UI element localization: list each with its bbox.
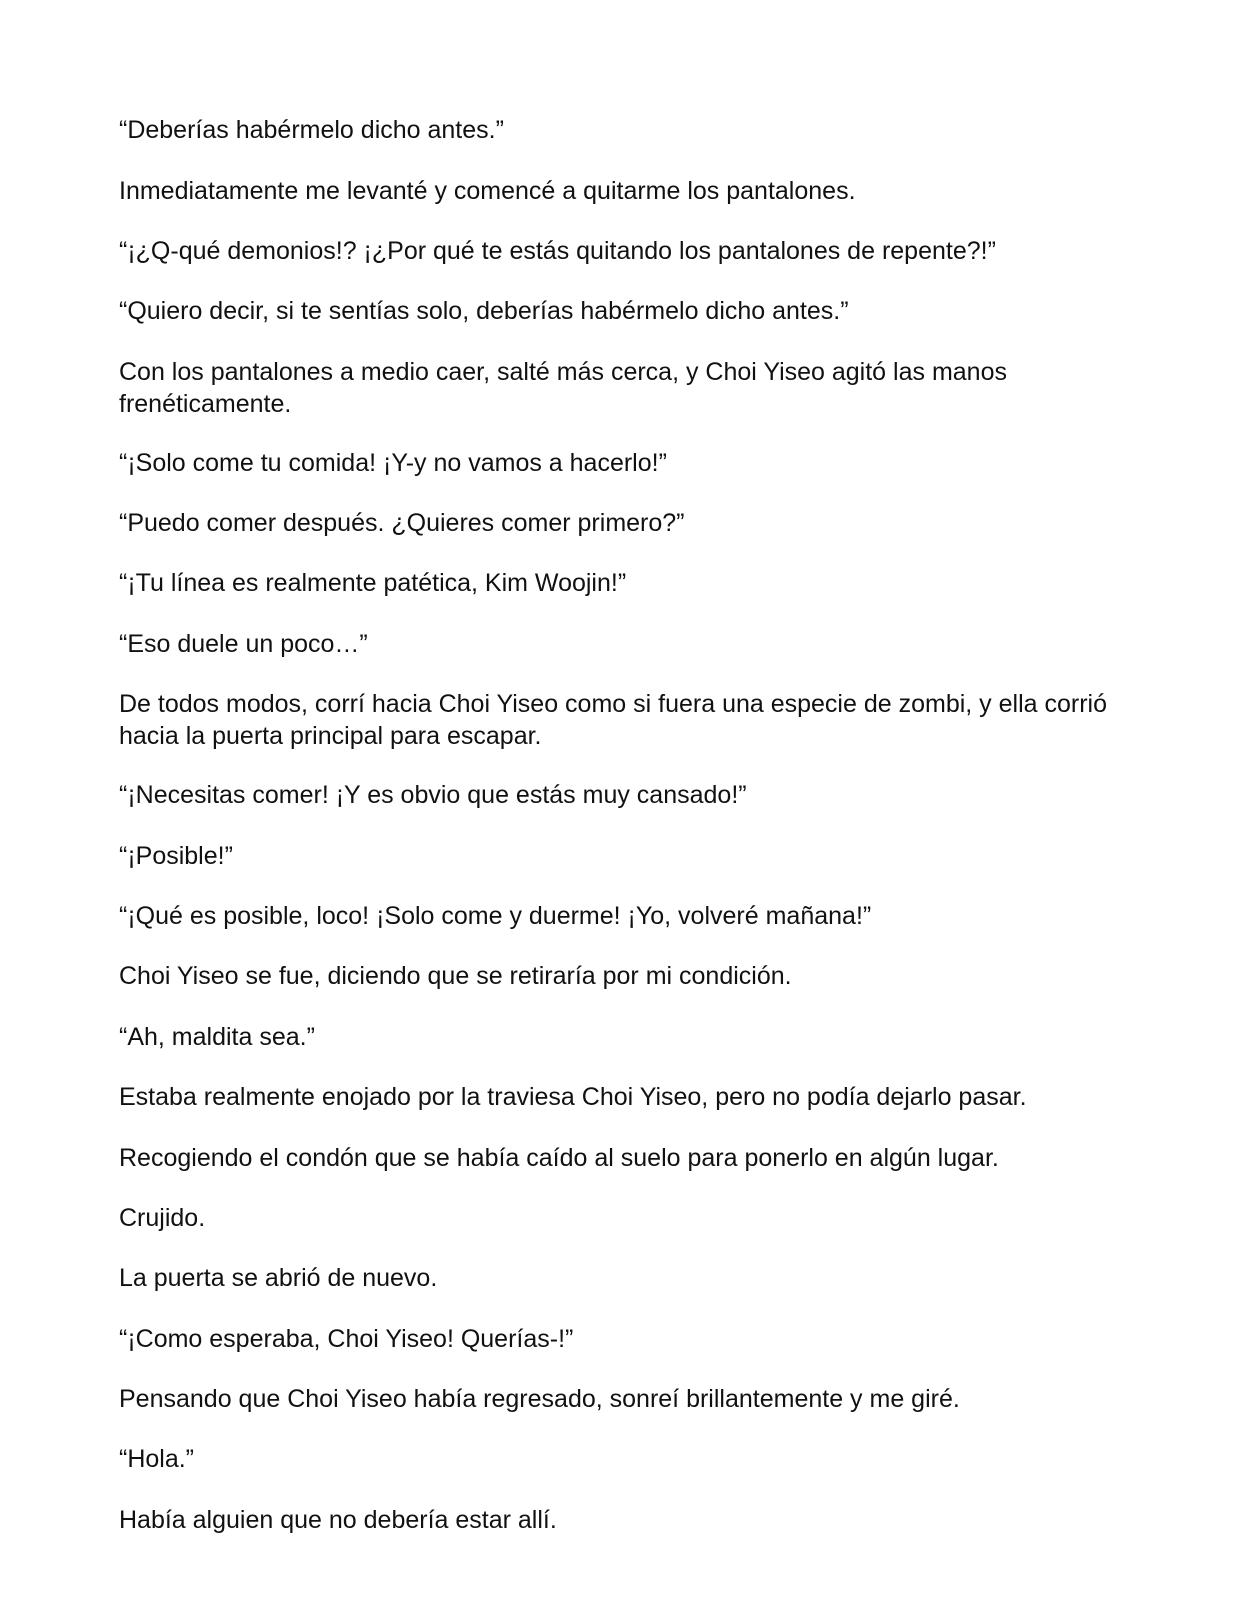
paragraph: Crujido. xyxy=(119,1204,206,1232)
paragraph: “Deberías habérmelo dicho antes.” xyxy=(119,116,504,144)
paragraph: “Puedo comer después. ¿Quieres comer primero?” xyxy=(119,509,685,537)
paragraph: “¡Posible!” xyxy=(119,842,233,870)
paragraph: Con los pantalones a medio caer, salté más cerca, y Choi Yiseo agitó las manos frenéticamente. xyxy=(119,358,1007,418)
paragraph: De todos modos, corrí hacia Choi Yiseo como si fuera una especie de zombi, y ella corrió hacia la puerta principal para escapar. xyxy=(119,690,1107,750)
paragraph: “¡Solo come tu comida! ¡Y-y no vamos a hacerlo!” xyxy=(119,449,667,477)
paragraph: Inmediatamente me levanté y comencé a quitarme los pantalones. xyxy=(119,177,856,205)
paragraph: “Quiero decir, si te sentías solo, deberías habérmelo dicho antes.” xyxy=(119,297,849,325)
paragraph: Había alguien que no debería estar allí. xyxy=(119,1506,557,1534)
paragraph: “Hola.” xyxy=(119,1445,195,1473)
paragraph: “¡Necesitas comer! ¡Y es obvio que estás muy cansado!” xyxy=(119,781,747,809)
paragraph: “Eso duele un poco…” xyxy=(119,630,368,658)
paragraph: Estaba realmente enojado por la traviesa Choi Yiseo, pero no podía dejarlo pasar. xyxy=(119,1083,1027,1111)
paragraph: La puerta se abrió de nuevo. xyxy=(119,1264,438,1292)
paragraph: “¡Qué es posible, loco! ¡Solo come y duerme! ¡Yo, volveré mañana!” xyxy=(119,902,872,930)
paragraph: Choi Yiseo se fue, diciendo que se retiraría por mi condición. xyxy=(119,962,792,990)
paragraph: “¡¿Q-qué demonios!? ¡¿Por qué te estás quitando los pantalones de repente?!” xyxy=(119,237,996,265)
paragraph: “Ah, maldita sea.” xyxy=(119,1023,315,1051)
paragraph: Pensando que Choi Yiseo había regresado, sonreí brillantemente y me giré. xyxy=(119,1385,960,1413)
paragraph: “¡Como esperaba, Choi Yiseo! Querías-!” xyxy=(119,1325,574,1353)
paragraph: Recogiendo el condón que se había caído al suelo para ponerlo en algún lugar. xyxy=(119,1144,999,1172)
paragraph: “¡Tu línea es realmente patética, Kim Woojin!” xyxy=(119,569,627,597)
